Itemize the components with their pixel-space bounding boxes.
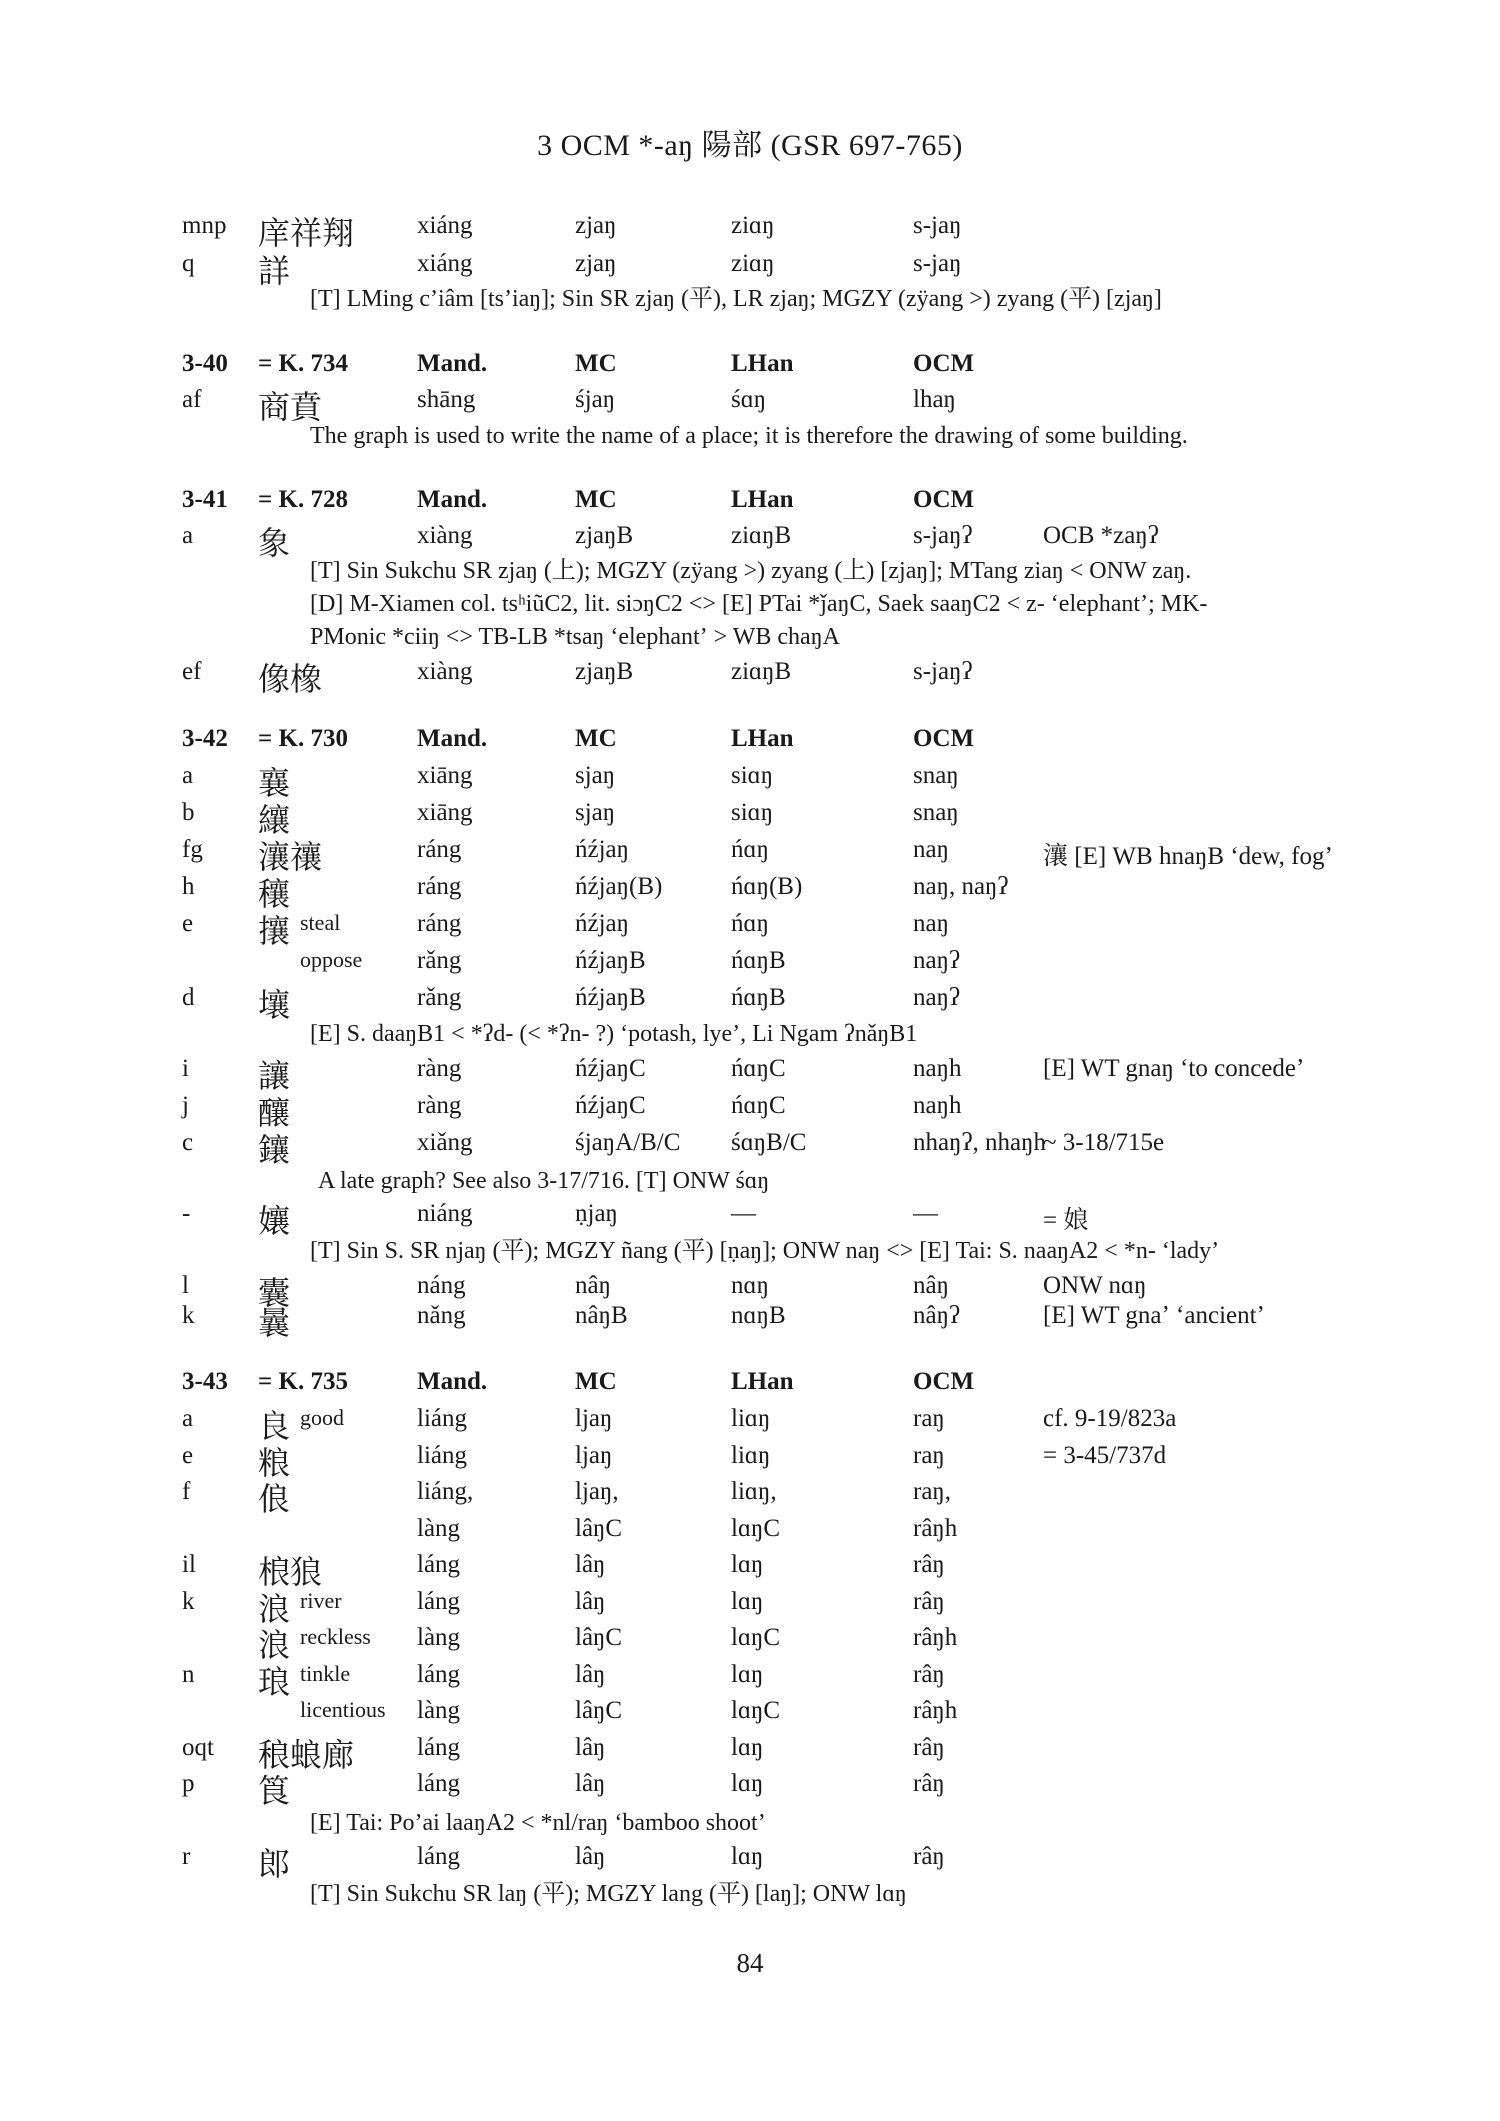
mandarin: xiǎng (417, 1129, 473, 1156)
middle-chinese: lâŋC (575, 1697, 623, 1724)
old-chinese: râŋ (913, 1843, 945, 1870)
page-number: 84 (736, 1948, 764, 1978)
old-chinese: raŋ (913, 1441, 945, 1469)
later-han: siɑŋ (731, 799, 774, 826)
mandarin: xiāng (417, 762, 473, 789)
entry-row (0, 762, 1500, 801)
graph: 釀 (258, 1095, 291, 1131)
middle-chinese: lâŋ (575, 1551, 606, 1578)
extra-note: [E] WT gnaʼ ʻancientʼ (1043, 1302, 1265, 1329)
entry-id: k (182, 1302, 195, 1329)
later-han: ńɑŋ (731, 910, 769, 937)
group-number: 3-43 (182, 1368, 228, 1395)
group-number: 3-41 (182, 486, 228, 513)
later-han: ziɑŋB (731, 522, 792, 549)
later-han: ziɑŋ (731, 212, 775, 239)
mandarin: rǎng (417, 984, 462, 1011)
mandarin: ràng (417, 1055, 462, 1082)
entry-row (0, 1843, 1500, 1882)
middle-chinese: ńźjaŋC (575, 1055, 646, 1082)
later-han: śɑŋ (731, 386, 767, 413)
page-header: 3 OCM *-aŋ 陽部 (GSR 697-765) (537, 129, 963, 162)
entry-id: i (182, 1055, 189, 1082)
later-han: lɑŋ (731, 1770, 764, 1797)
col-lhan: LHan (731, 486, 794, 513)
old-chinese: râŋh (913, 1624, 958, 1651)
graph: 稂蜋廊 (258, 1736, 355, 1773)
entry-row (0, 1770, 1500, 1809)
graph: 讓 (258, 1058, 291, 1094)
old-chinese: raŋ, (913, 1478, 952, 1505)
middle-chinese: zjaŋ (575, 250, 617, 277)
old-chinese: s-jaŋʔ (913, 522, 973, 549)
col-mc: MC (575, 486, 617, 513)
entry-id: e (182, 1441, 194, 1469)
entry-row (0, 799, 1500, 838)
old-chinese: râŋ (913, 1551, 945, 1578)
entry-id: d (182, 984, 195, 1011)
graph: 像橡 (258, 661, 323, 697)
mandarin: làng (417, 1697, 461, 1724)
later-han: lɑŋ (731, 1843, 764, 1870)
mandarin: láng (417, 1660, 461, 1688)
gloss: steal (300, 910, 341, 935)
entry-id: f (182, 1478, 191, 1505)
later-han: lɑŋ (731, 1551, 764, 1578)
middle-chinese: nâŋB (575, 1302, 628, 1329)
middle-chinese: nâŋ (575, 1272, 611, 1299)
entry-row (0, 947, 1500, 981)
entry-id: - (182, 1200, 191, 1227)
col-ocm: OCM (913, 350, 975, 377)
group-header (0, 725, 1500, 759)
old-chinese: naŋ, naŋʔ (913, 873, 1009, 900)
entry-row (0, 1624, 1500, 1663)
graph: 俍 (258, 1481, 291, 1517)
entry-note: [E] S. daaŋB1 < *ʔd- (< *ʔn- ?) ʻpotash, lyeʼ, Li Ngam ʔnǎŋB1 (310, 1021, 918, 1047)
mandarin: náng (417, 1272, 466, 1299)
graph: 琅 (258, 1663, 291, 1700)
entry-row (0, 1733, 1500, 1773)
col-mc: MC (575, 725, 617, 752)
old-chinese: naŋʔ (913, 947, 961, 974)
entry-id: r (182, 1843, 191, 1870)
graph: 瀼禳 (258, 839, 323, 875)
mandarin: láng (417, 1843, 461, 1870)
graph: 囊 (258, 1275, 291, 1311)
middle-chinese: zjaŋB (575, 522, 634, 549)
entry-row (0, 1697, 1500, 1731)
extra-note: [E] WT gnaŋ ʻto concedeʼ (1043, 1055, 1305, 1082)
later-han: ziɑŋ (731, 250, 775, 277)
extra-note: ONW nɑŋ (1043, 1272, 1147, 1299)
entry-id: fg (182, 836, 203, 863)
mandarin: liáng, (417, 1478, 474, 1505)
group-number: 3-40 (182, 350, 228, 377)
graph: 壤 (258, 987, 291, 1023)
entry-row (0, 1660, 1500, 1700)
entry-row (0, 984, 1500, 1023)
gloss: oppose (300, 947, 363, 972)
later-han: ńɑŋB (731, 984, 786, 1011)
middle-chinese: ńźjaŋB (575, 984, 646, 1011)
old-chinese: raŋ (913, 1405, 945, 1432)
middle-chinese: ṇjaŋ (575, 1200, 618, 1227)
col-lhan: LHan (731, 350, 794, 377)
karlgren-ref: = K. 735 (258, 1368, 348, 1395)
entry-row (0, 1478, 1500, 1517)
middle-chinese: ńźjaŋ(B) (575, 873, 663, 900)
col-ocm: OCM (913, 486, 975, 513)
later-han: lɑŋC (731, 1624, 781, 1651)
middle-chinese: lâŋC (575, 1514, 623, 1542)
mandarin: shāng (417, 386, 476, 413)
mandarin: ráng (417, 836, 462, 863)
later-han: liɑŋ (731, 1441, 771, 1469)
extra-note: OCB *zaŋʔ (1043, 522, 1159, 549)
middle-chinese: lâŋ (575, 1843, 606, 1870)
graph: 穰 (258, 876, 291, 912)
entry-note: [T] Sin Sukchu SR zjaŋ (上); MGZY (zÿang >) zyang (上) [zjaŋ]; MTang ziaŋ < ONW zaŋ. (310, 558, 1192, 584)
entry-row (0, 1551, 1500, 1590)
old-chinese: naŋ (913, 910, 949, 937)
mandarin: xiáng (417, 212, 473, 239)
entry-row (0, 522, 1500, 561)
mandarin: làng (417, 1624, 461, 1651)
old-chinese: nâŋʔ (913, 1302, 961, 1329)
mandarin: xiàng (417, 658, 473, 685)
entry-note: [T] Sin S. SR njaŋ (平); MGZY ñang (平) [ṇaŋ]; ONW naŋ <> [E] Tai: S. naaŋA2 < *n- ʻladyʼ (310, 1238, 1220, 1264)
old-chinese: naŋʔ (913, 984, 961, 1011)
old-chinese: râŋh (913, 1514, 958, 1542)
entry-note: [T] LMing cʼiâm [tsʼiaŋ]; Sin SR zjaŋ (平), LR zjaŋ; MGZY (zÿang >) zyang (平) [zjaŋ] (310, 286, 1162, 312)
old-chinese: râŋ (913, 1733, 945, 1761)
karlgren-ref: = K. 734 (258, 350, 348, 377)
mandarin: liáng (417, 1405, 467, 1432)
graph: 纕 (258, 802, 291, 838)
group-header (0, 486, 1500, 520)
entry-note: A late graph? See also 3-17/716. [T] ONW śɑŋ (318, 1168, 770, 1194)
karlgren-ref: = K. 730 (258, 725, 348, 752)
old-chinese: naŋh (913, 1092, 962, 1119)
entry-row (0, 386, 1500, 425)
mandarin: xiāng (417, 799, 473, 826)
graph: 詳 (258, 253, 291, 289)
col-ocm: OCM (913, 1368, 975, 1395)
old-chinese: nâŋ (913, 1272, 949, 1299)
entry-id: l (182, 1272, 189, 1299)
middle-chinese: ńźjaŋC (575, 1092, 646, 1119)
middle-chinese: zjaŋ (575, 212, 617, 239)
mandarin: niáng (417, 1200, 473, 1227)
entry-note: [E] Tai: Poʼai laaŋA2 < *nl/raŋ ʻbamboo shootʼ (310, 1810, 766, 1836)
later-han: ńɑŋB (731, 947, 786, 974)
middle-chinese: lâŋ (575, 1733, 606, 1761)
middle-chinese: lâŋ (575, 1660, 606, 1688)
entry-id: j (182, 1092, 189, 1119)
entry-note: [T] Sin Sukchu SR laŋ (平); MGZY lang (平) [laŋ]; ONW lɑŋ (310, 1881, 907, 1907)
later-han: lɑŋ (731, 1733, 764, 1761)
entry-id: oqt (182, 1733, 214, 1761)
old-chinese: s-jaŋ (913, 250, 962, 277)
entry-row (0, 1272, 1500, 1311)
graph: 襄 (258, 765, 291, 801)
entry-row (0, 1515, 1500, 1549)
entry-id: a (182, 1405, 194, 1432)
middle-chinese: śjaŋA/B/C (575, 1129, 681, 1156)
later-han: nɑŋ (731, 1272, 769, 1299)
mandarin: liáng (417, 1441, 467, 1469)
entry-row (0, 1092, 1500, 1131)
mandarin: xiáng (417, 250, 473, 277)
entry-row (0, 1405, 1500, 1444)
group-header (0, 1368, 1500, 1402)
extra-note: = 3-45/737d (1043, 1441, 1167, 1469)
entry-row (0, 873, 1500, 912)
entry-id: a (182, 522, 194, 549)
later-han: — (731, 1200, 756, 1227)
later-han: lɑŋC (731, 1514, 781, 1542)
entry-row (0, 1129, 1500, 1168)
entry-row (0, 250, 1500, 289)
extra-note: 瀼 [E] WB hnaŋB ʻdew, fogʼ (1043, 843, 1333, 870)
entry-id: ef (182, 658, 202, 685)
middle-chinese: sjaŋ (575, 799, 616, 826)
later-han: liɑŋ, (731, 1478, 777, 1505)
graph: 良 (258, 1408, 291, 1444)
graph: 筤 (258, 1773, 291, 1809)
mandarin: láng (417, 1770, 461, 1797)
old-chinese: naŋh (913, 1055, 962, 1082)
middle-chinese: sjaŋ (575, 762, 616, 789)
entry-id: q (182, 250, 195, 277)
entry-row (0, 836, 1500, 875)
later-han: siɑŋ (731, 762, 774, 789)
later-han: ńɑŋC (731, 1092, 786, 1119)
gloss: river (300, 1587, 342, 1613)
mandarin: láng (417, 1587, 461, 1615)
entry-id: k (182, 1587, 195, 1615)
old-chinese: râŋh (913, 1697, 958, 1724)
entry-row (0, 1441, 1500, 1481)
gloss: tinkle (300, 1660, 351, 1686)
mandarin: láng (417, 1733, 461, 1761)
mandarin: láng (417, 1551, 461, 1578)
entry-row (0, 212, 1500, 251)
extra-note: cf. 9-19/823a (1043, 1405, 1177, 1432)
old-chinese: nhaŋʔ, nhaŋh (913, 1129, 1047, 1156)
middle-chinese: ńźjaŋ (575, 836, 630, 863)
entry-row (0, 910, 1500, 949)
extra-note: ~ 3-18/715e (1043, 1129, 1165, 1156)
later-han: lɑŋC (731, 1697, 781, 1724)
graph: 桹狼 (258, 1554, 323, 1590)
group-number: 3-42 (182, 725, 228, 752)
col-mand: Mand. (417, 486, 488, 513)
old-chinese: râŋ (913, 1660, 945, 1688)
entry-id: n (182, 1660, 195, 1688)
mandarin: nǎng (417, 1302, 466, 1329)
graph: 浪 (258, 1627, 291, 1663)
graph: 浪 (258, 1590, 291, 1627)
entry-id: b (182, 799, 195, 826)
gloss: good (300, 1405, 344, 1430)
graph: 攘 (258, 913, 291, 949)
extra-note: = 娘 (1043, 1207, 1089, 1234)
middle-chinese: lâŋC (575, 1624, 623, 1651)
col-mc: MC (575, 1368, 617, 1395)
mandarin: ráng (417, 873, 462, 900)
entry-id: c (182, 1129, 194, 1156)
entry-id: af (182, 386, 202, 413)
graph: 庠祥翔 (258, 215, 355, 251)
entry-id: e (182, 910, 194, 937)
middle-chinese: ljaŋ (575, 1405, 613, 1432)
graph: 曩 (258, 1305, 291, 1341)
later-han: ziɑŋB (731, 658, 792, 685)
graph: 鑲 (258, 1132, 291, 1168)
middle-chinese: ńźjaŋB (575, 947, 646, 974)
old-chinese: s-jaŋ (913, 212, 962, 239)
old-chinese: râŋ (913, 1770, 945, 1797)
group-header (0, 350, 1500, 384)
mandarin: làng (417, 1514, 461, 1542)
middle-chinese: śjaŋ (575, 386, 616, 413)
col-lhan: LHan (731, 725, 794, 752)
graph: 象 (258, 525, 291, 561)
entry-note: PMonic *ciiŋ <> TB-LB *tsaŋ ʻelephantʼ > WB chaŋA (310, 624, 840, 650)
col-ocm: OCM (913, 725, 975, 752)
middle-chinese: lâŋ (575, 1587, 606, 1615)
old-chinese: lhaŋ (913, 386, 956, 413)
entry-note: [D] M-Xiamen col. tsʰiũC2, lit. siɔŋC2 <> [E] PTai *ǰaŋC, Saek saaŋC2 < z- ʻelephantʼ; MK- (310, 591, 1208, 617)
middle-chinese: lâŋ (575, 1770, 606, 1797)
graph: 郎 (258, 1846, 291, 1882)
entry-id: p (182, 1770, 195, 1797)
later-han: ńɑŋ(B) (731, 873, 803, 900)
old-chinese: — (913, 1200, 938, 1227)
middle-chinese: ljaŋ (575, 1441, 613, 1469)
later-han: nɑŋB (731, 1302, 786, 1329)
entry-row (0, 1587, 1500, 1627)
gloss: reckless (300, 1624, 371, 1649)
old-chinese: snaŋ (913, 762, 959, 789)
old-chinese: s-jaŋʔ (913, 658, 973, 685)
old-chinese: naŋ (913, 836, 949, 863)
entry-row (0, 1302, 1500, 1341)
col-mand: Mand. (417, 1368, 488, 1395)
entry-id: mnp (182, 212, 227, 239)
entry-note: The graph is used to write the name of a place; it is therefore the drawing of some building. (310, 423, 1188, 449)
later-han: lɑŋ (731, 1660, 764, 1688)
col-mand: Mand. (417, 725, 488, 752)
mandarin: ràng (417, 1092, 462, 1119)
entry-row (0, 1055, 1500, 1094)
entry-row (0, 658, 1500, 697)
col-mand: Mand. (417, 350, 488, 377)
later-han: ńɑŋC (731, 1055, 786, 1082)
karlgren-ref: = K. 728 (258, 486, 348, 513)
middle-chinese: ljaŋ, (575, 1478, 619, 1505)
graph: 孃 (258, 1203, 291, 1239)
entry-row (0, 1200, 1500, 1239)
entry-id: h (182, 873, 195, 900)
gloss: licentious (300, 1697, 386, 1722)
mandarin: xiàng (417, 522, 473, 549)
old-chinese: snaŋ (913, 799, 959, 826)
graph: 粮 (258, 1444, 291, 1481)
mandarin: rǎng (417, 947, 462, 974)
mandarin: ráng (417, 910, 462, 937)
later-han: lɑŋ (731, 1587, 764, 1615)
entry-id: il (182, 1551, 196, 1578)
entry-id: a (182, 762, 194, 789)
graph: 商賁 (258, 389, 323, 425)
col-lhan: LHan (731, 1368, 794, 1395)
later-han: śɑŋB/C (731, 1129, 807, 1156)
col-mc: MC (575, 350, 617, 377)
later-han: ńɑŋ (731, 836, 769, 863)
old-chinese: râŋ (913, 1587, 945, 1615)
later-han: liɑŋ (731, 1405, 771, 1432)
middle-chinese: ńźjaŋ (575, 910, 630, 937)
middle-chinese: zjaŋB (575, 658, 634, 685)
